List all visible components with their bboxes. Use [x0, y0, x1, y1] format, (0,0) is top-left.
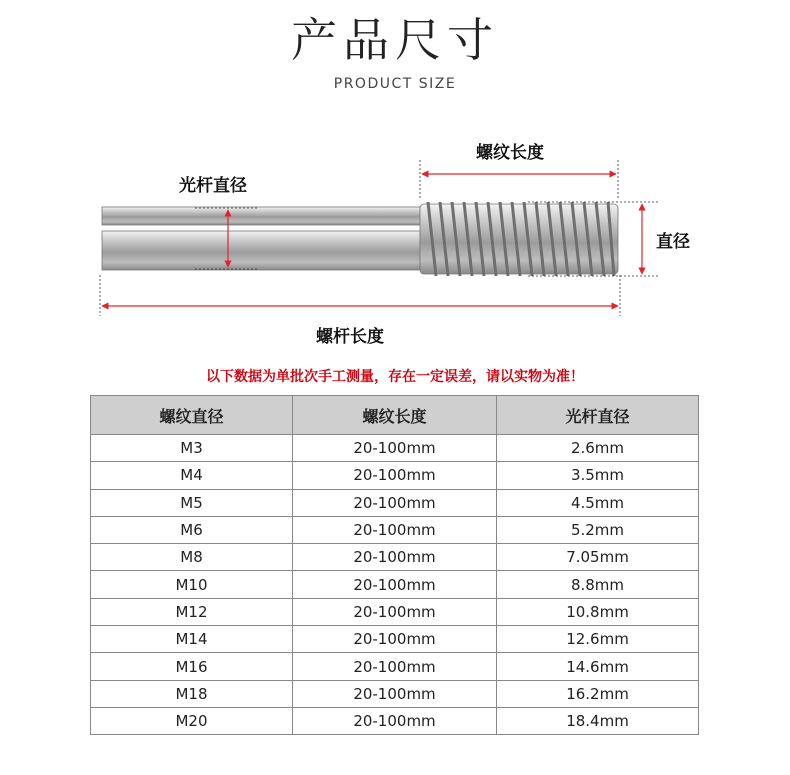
cell-shank-diameter: 5.2mm [497, 516, 699, 543]
table-row [91, 598, 699, 625]
cell-thread-length: 20-100mm [293, 516, 497, 543]
page-subtitle: PRODUCT SIZE [333, 76, 457, 92]
cell-thread-diameter: M10 [91, 571, 293, 598]
table-row [91, 462, 699, 489]
cell-thread-diameter: M12 [91, 598, 293, 625]
rod-length-dimension [100, 275, 620, 316]
cell-thread-diameter: M5 [91, 489, 293, 516]
cell-thread-length: 20-100mm [293, 571, 497, 598]
table-header-row [91, 396, 699, 435]
cell-thread-length: 20-100mm [293, 680, 497, 707]
size-table [90, 395, 699, 735]
cell-thread-diameter: M18 [91, 680, 293, 707]
cell-thread-length: 20-100mm [293, 544, 497, 571]
cell-shank-diameter: 2.6mm [497, 435, 699, 462]
cell-shank-diameter: 10.8mm [497, 598, 699, 625]
measurement-notice: 以下数据为单批次手工测量，存在一定误差，请以实物为准！ [206, 369, 584, 385]
rod-length-label: 螺杆长度 [316, 327, 384, 347]
shank-diameter-label: 光杆直径 [179, 176, 247, 196]
cell-thread-diameter: M3 [91, 435, 293, 462]
table-row [91, 571, 699, 598]
cell-thread-length: 20-100mm [293, 707, 497, 734]
cell-thread-length: 20-100mm [293, 626, 497, 653]
table-row [91, 653, 699, 680]
cell-thread-length: 20-100mm [293, 489, 497, 516]
cell-thread-length: 20-100mm [293, 462, 497, 489]
table-row [91, 516, 699, 543]
thread-length-label: 螺纹长度 [476, 143, 544, 163]
table-row [91, 707, 699, 734]
table-row [91, 680, 699, 707]
cell-shank-diameter: 3.5mm [497, 462, 699, 489]
thread-length-dimension [420, 160, 618, 200]
cell-shank-diameter: 16.2mm [497, 680, 699, 707]
table-row [91, 435, 699, 462]
cell-thread-diameter: M16 [91, 653, 293, 680]
screw-thread [420, 202, 618, 276]
cell-thread-length: 20-100mm [293, 435, 497, 462]
cell-thread-diameter: M14 [91, 626, 293, 653]
cell-shank-diameter: 14.6mm [497, 653, 699, 680]
cell-thread-diameter: M20 [91, 707, 293, 734]
table-row [91, 626, 699, 653]
cell-shank-diameter: 4.5mm [497, 489, 699, 516]
cell-thread-diameter: M6 [91, 516, 293, 543]
cell-thread-length: 20-100mm [293, 598, 497, 625]
cell-thread-diameter: M8 [91, 544, 293, 571]
screw-shank [102, 207, 420, 270]
table-row [91, 544, 699, 571]
cell-thread-length: 20-100mm [293, 653, 497, 680]
header-thread-length: 螺纹长度 [293, 396, 497, 435]
cell-shank-diameter: 7.05mm [497, 544, 699, 571]
cell-shank-diameter: 8.8mm [497, 571, 699, 598]
cell-shank-diameter: 18.4mm [497, 707, 699, 734]
header-thread-diameter: 螺纹直径 [91, 396, 293, 435]
screw-dimension-diagram [0, 130, 790, 360]
thread-diameter-label: 直径 [656, 232, 690, 252]
table-row [91, 489, 699, 516]
page-title: 产品尺寸 [291, 13, 499, 67]
cell-shank-diameter: 12.6mm [497, 626, 699, 653]
header-shank-diameter: 光杆直径 [497, 396, 699, 435]
cell-thread-diameter: M4 [91, 462, 293, 489]
